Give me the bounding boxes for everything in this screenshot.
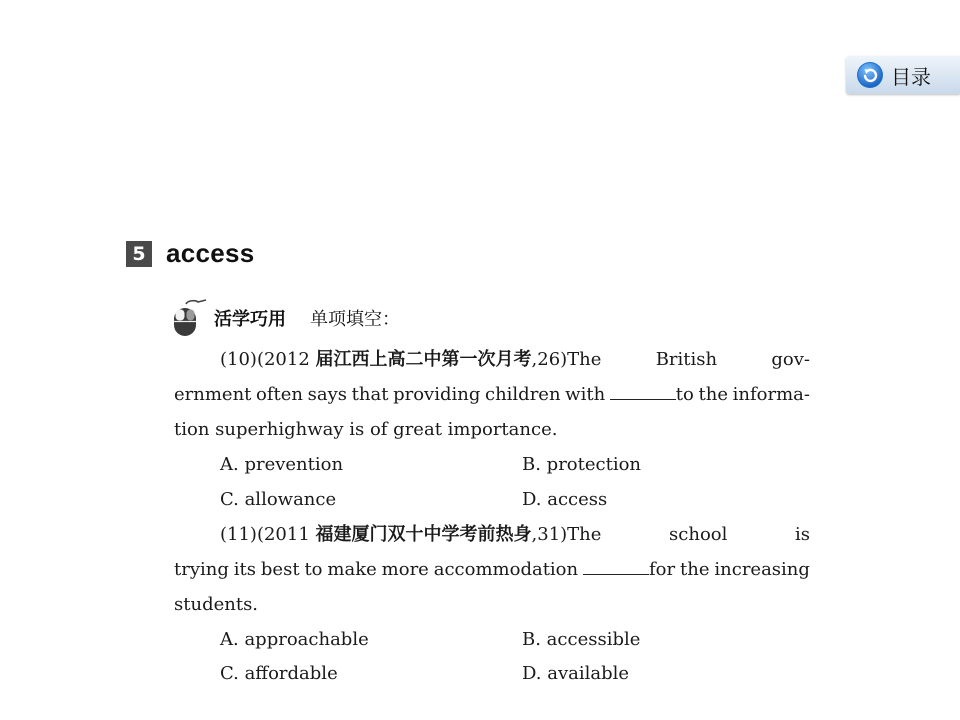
question-11-line-2 <box>174 558 810 582</box>
mouse-icon <box>170 298 210 338</box>
question-11-word: The <box>567 524 602 545</box>
question-11-header <box>220 523 601 547</box>
question-11-word: for <box>649 559 676 580</box>
question-10-ref: ,26) <box>531 349 568 370</box>
question-11-word: accommodation <box>433 559 579 580</box>
section-instruction: 单项填空： <box>310 309 400 330</box>
question-10-line-3: tion superhighway is of great importance. <box>174 419 558 440</box>
question-11-word: make <box>327 559 377 580</box>
question-11-ref: ,31) <box>531 524 568 545</box>
word-heading <box>126 238 255 269</box>
question-10-word: informa- <box>732 384 810 405</box>
vocabulary-word: access <box>166 238 255 268</box>
question-10-word: the <box>698 384 728 405</box>
question-10-option-b: B. protection <box>522 454 642 475</box>
answer-blank <box>610 383 676 400</box>
question-10-option-c: C. allowance <box>220 489 337 510</box>
question-11-word: best <box>260 559 300 580</box>
question-11-blank-group <box>583 558 675 582</box>
question-11-source: 福建厦门双十中学考前热身 <box>315 524 532 545</box>
question-10-word: children <box>484 384 561 405</box>
question-10-word: with <box>565 384 606 405</box>
item-number-badge: 5 <box>126 241 152 267</box>
question-11-word: the <box>680 559 710 580</box>
question-10-number: (10)(2012 <box>220 349 310 370</box>
question-11-option-c: C. affordable <box>220 663 338 684</box>
toc-label: 目录 <box>891 64 931 89</box>
question-11-option-d: D. available <box>522 663 630 684</box>
question-11-word: to <box>304 559 323 580</box>
question-10-line-2 <box>174 383 810 407</box>
question-10-blank-group <box>610 383 694 407</box>
question-11-word: more <box>381 559 429 580</box>
answer-blank <box>583 558 649 575</box>
question-11-number: (11)(2011 <box>220 524 310 545</box>
question-10-line-1 <box>220 348 810 372</box>
question-10-header <box>220 348 601 372</box>
question-10-word: ernment <box>174 384 252 405</box>
question-10-word: gov- <box>771 349 810 370</box>
question-10-option-a: A. prevention <box>220 454 344 475</box>
question-11-word: its <box>233 559 257 580</box>
question-11-line-1 <box>220 523 810 547</box>
question-11-option-a: A. approachable <box>220 629 369 650</box>
return-arrow-icon <box>856 61 884 89</box>
question-10-word: that <box>351 384 389 405</box>
question-11-word: trying <box>174 559 229 580</box>
exercise-section-title <box>170 298 400 338</box>
question-10-word: providing <box>393 384 481 405</box>
question-10-word: British <box>655 349 718 370</box>
question-11-word: school <box>669 524 728 545</box>
question-11-option-b: B. accessible <box>522 629 641 650</box>
section-label: 活学巧用 <box>214 309 286 330</box>
question-10-word: The <box>567 349 602 370</box>
question-10-word: to <box>675 384 694 405</box>
question-10-option-d: D. access <box>522 489 608 510</box>
question-10-word: says <box>307 384 348 405</box>
toc-button[interactable] <box>846 56 960 94</box>
question-10-source: 届江西上高二中第一次月考 <box>315 349 532 370</box>
question-10-word: often <box>256 384 304 405</box>
question-11-line-3: students. <box>174 594 259 615</box>
question-11-word: increasing <box>714 559 810 580</box>
question-11-word: is <box>795 524 810 545</box>
